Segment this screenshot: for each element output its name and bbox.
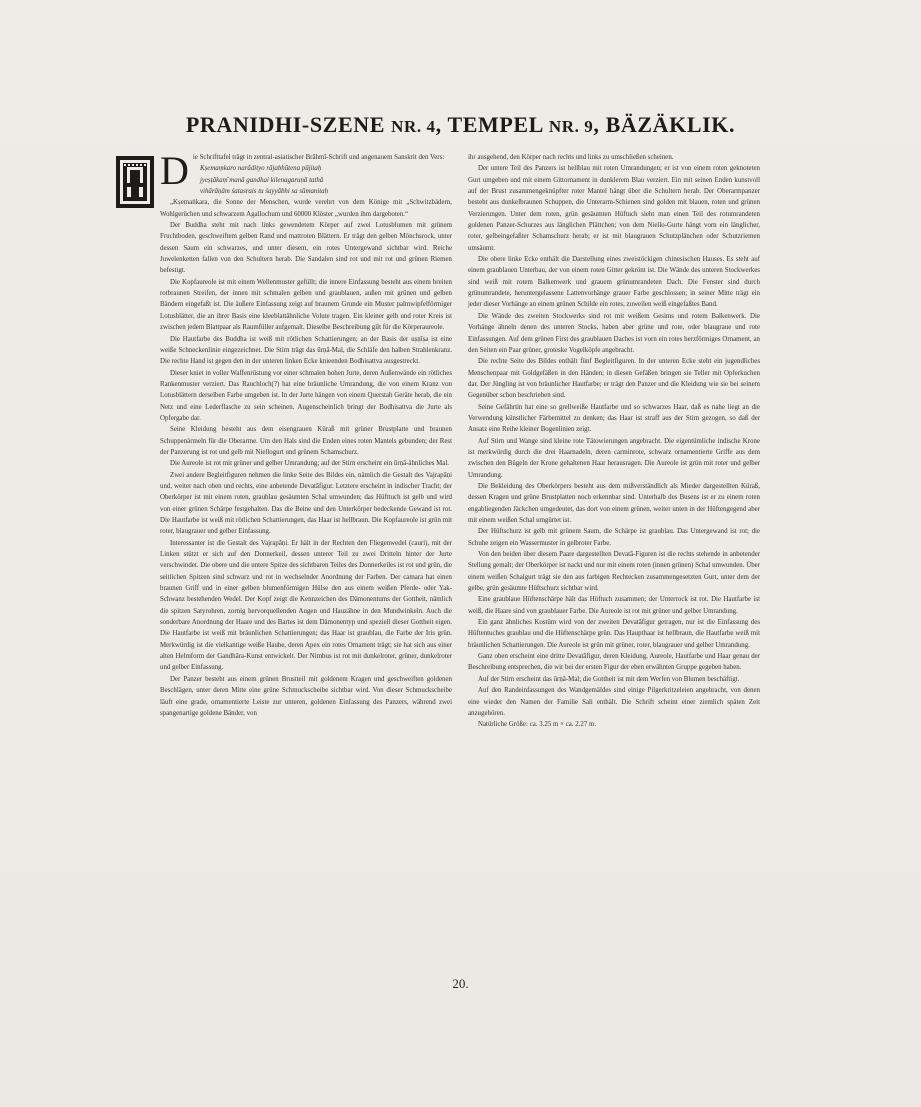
paragraph: Ein ganz ähnliches Kostüm wird von der zweiten Devatāfigur getragen, nur ist die Einfassung des Hüftentuches graublau und die Hüftenschärpe grün. Das Haupthaar ist hellbraun, die Hautfarbe weiß mit bräunlichen Schattierungen. Die Aureole ist grün mit grüner, roter, blaugrauer und gelber Umrandung. bbox=[468, 619, 760, 649]
paragraph: Von den beiden über diesem Paare dargestellten Devatā-Figuren ist die rechts stehende in anbetender Stellung gemalt; der Oberkörper ist nackt und nur mit einem roten (innen grünen) Schal umwunden. Über einem weißen Schalgurt trägt sie den aus farbigen Rechtecken zusammengesetzten Gurt, unter dem der gelbe, grün gesäumte Hüftschurz sichtbar wird. bbox=[468, 551, 760, 593]
paragraph: Die Bekleidung des Oberkörpers besteht aus dem mißverständlich als Mieder dargestellten Küraß, dessen Kragen und grüne Brustplatten noch erkennbar sind. Unterhalb des Busens ist er zu einem roten engabliegenden Jäckchen umgedeutet, das dort von einem grünen, weiter unten in der Hüftengegend aber mit einem weißen Schal umgürtet ist. bbox=[468, 482, 760, 524]
paragraph: Seine Gefährtin hat eine so grellweiße Hautfarbe und so schwarzes Haar, daß es nahe liegt an die Verwendung künstlicher Färbemittel zu denken; das Haar ist straff aus der Stirn gezogen, so daß der Ansatz eine Reihe kleiner Bogenlinien zeigt. bbox=[468, 403, 760, 434]
title-nr1: NR. 4 bbox=[391, 117, 436, 136]
paragraph: ihr ausgehend, den Körper nach rechts und links zu umschließen scheinen. bbox=[468, 154, 674, 161]
drop-cap: D bbox=[160, 148, 189, 193]
title-part1: PRANIDHI-SZENE bbox=[185, 112, 392, 137]
verse-line: Kṣemaṃkaro narādityo rājabhūtena pūjitaḥ bbox=[200, 165, 322, 173]
paragraph: Der Panzer besteht aus einem grünen Brustteil mit goldenem Kragen und geschweiften goldenen Beschlägen, unter deren Mitte eine grüne Schmuckscheibe sichtbar wird. Von dieser Schmuckscheibe läuft eine grade, ornamentierte Leiste zur unteren, goldenen Einfassung des Panzers, während zwei spangenartige goldene Bänder, von bbox=[160, 675, 452, 717]
paragraph: Auf Stirn und Wange sind kleine rote Tätowierungen angebracht. Die eigentümliche indische Krone ist merkwürdig durch die drei Haarnadeln, deren carminrote, schwarz ornamentierte Griffe aus dem zwischen den Bügeln der Krone gehaltenen Haar herausragen. Die Aureole ist grün mit roter und gelber Umrandung. bbox=[468, 437, 760, 479]
paragraph: Interessanter ist die Gestalt des Vajrapāṇi. Er hält in der Rechten den Fliegenwedel (cauri), mit der Linken stützt er sich auf den Donnerkeil, dessen unterer Teil zu zwei Dritteln hinter der Jurte verschwindet. Die obere und die untere Spitze des sichtbaren Teiles des Donnerkeiles ist rot und grün, die seitlichen Spitzen sind schwarz und rot in wechselnder Anordnung der Farben. Der camara hat einen braunen Griff und in einer gelben blumenförmigen Hülse den aus einem weißen Pferde- oder Yak-Schwanz bestehenden Wedel. Der Kopf zeigt die Kennzeichen des Dämonentums der Gottheit, nämlich die spitzen Satyrohren, zornig hervorquellenden Augen und Hauzähne in den Mundwinkeln. Auch die sonderbare Anordnung der Haare und des Bartes ist dem Dämonentyp und speziell dieser Gottheit eigen. Die Hautfarbe ist weiß mit bräunlichen Schattierungen; das Haar ist graublau, die Farbe der Iris grün. Merkwürdig ist die vielkantige weiße Haube, deren Apex ein rotes Ornament trägt; sie hat sich aus einer alten Helmform der Gandhāra-Kunst entwickelt. Der Nimbus ist rot mit dunkelroter, grüner, dunkelroter und gelber Einfassung. bbox=[160, 539, 452, 672]
left-column bbox=[160, 148, 452, 719]
dimensions-note: Natürliche Größe: ca. 3.25 m × ca. 2.27 m. bbox=[478, 721, 597, 729]
verse-line: vihārāṇām śatasrais tu śayyābhi sa sūmanitaḥ bbox=[200, 188, 329, 196]
paragraph: Ganz oben erscheint eine dritte Devatāfigur, deren Kleidung, Aureole, Hautfarbe und Haar genau der Beschreibung entsprechen, die wir bei der ersten Figur der eben erwähnten Gruppe gegeben haben. bbox=[468, 653, 760, 672]
paragraph: Der Buddha steht mit nach links gewendetem Körper auf zwei Lotusblumen mit grünem Fruchtboden, geschweiftem gelben Rand und mattroten Blättern. Er trägt den gelben Mönchsrock, unter dessen Saum ein schwarzes, und unter diesem, ein rotes Untergewand sichtbar wird. Reiche Juwelenketten fallen von den Schultern herab. Die Sandalen sind rot und mit rot und grünen Riemen befestigt. bbox=[160, 222, 452, 275]
paragraph: Die Kopfaureole ist mit einem Wellenmuster gefüllt; die innere Einfassung besteht aus einem breiten rotbraunen Streifen, der innen mit schmalen gelben und graublauen, außen mit grünen und gelben Bändern eingefaßt ist. Die äußere Einfassung zeigt auf braunem Grunde ein Muster palmwipfelförmiger Lotusblätter, die an ihrer Basis eine kleeblattähnliche Volute tragen. Ein kleiner gelb und roter Kreis ist zwischen jedem Blattpaar als Raumfüller aufgemalt. Dieselbe Beschreibung gilt für die Körperaureole. bbox=[160, 278, 452, 332]
paragraph: Auf der Stirn erscheint das ūrṇā-Mal; die Gottheit ist mit dem Werfen von Blumen beschäftigt. bbox=[478, 675, 740, 683]
page-number: 20. bbox=[452, 976, 469, 991]
verse-line: jyeṣṭākaṃ̄ manā gandhai kilenagaruṇā tathā bbox=[200, 176, 324, 184]
title-part3: , BÄZÄKLIK. bbox=[593, 112, 736, 137]
page-title bbox=[0, 112, 921, 138]
title-nr2: NR. 9 bbox=[548, 117, 594, 136]
paragraph: Auf den Randeinfassungen des Wandgemäldes sind einige Pilgerkritzeleien angebracht, von denen eine wieder den Namen der Familie Sali enthält. Die Schrift scheint einer ziemlich späten Zeit anzugehören. bbox=[468, 687, 760, 717]
paragraph: Die Wände des zweiten Stockwerks sind rot mit weißem Gesims und rotem Balkenwerk. Die Vorhänge ähneln denen des unteren Stocks, haben aber grüne und rote, oder blaugraue und rote Einfassungen. Auf dem grünen First des graublauen Daches ist vorn ein rotes herzförmiges Ornament, an den Seiten ein Paar grüner, groteske Vogelköpfe angebracht. bbox=[468, 312, 760, 354]
paragraph: Der Hüftschurz ist gelb mit grünem Saum, die Schärpe ist graublau. Das Untergewand ist rot; die Schuhe zeigen ein Wassermuster in gelbroter Farbe. bbox=[468, 528, 760, 547]
intro-paragraph: ie Schrifttafel trägt in zentral-asiatischer Brāhmī-Schrift und angenauem Sanskrit den Vers: bbox=[192, 154, 445, 161]
sanskrit-verse bbox=[160, 163, 452, 197]
paragraph: Die Aureole ist rot mit grüner und gelber Umrandung; auf der Stirn erscheint ein ūrṇā-ähnliches Mal. bbox=[170, 460, 449, 468]
paragraph: Eine graublaue Hüftenschärpe hält das Hüftuch zusammen; der Unterrock ist rot. Die Hautfarbe ist weiß, die Haare sind von graublauer Farbe. Die Aureole ist rot mit grüner und gelber Umrandung. bbox=[468, 596, 760, 615]
ornamental-initial-frame-icon bbox=[116, 156, 154, 208]
paragraph: Die obere linke Ecke enthält die Darstellung eines zweistöckigen chinesischen Hauses. Es steht auf einem graublauen Unterbau, der von einem roten Gitter gekrönt ist. Die Wände des unteren Stockwerkes sind weiß mit rotem Balkenwerk und grauem grünumrandeten Dach. Die Fenster sind durch grünumrandete, heruntergelassene Lattenvorhänge grauer Farbe geschlossen; in seiner Mitte trägt ein jeder dieser Vorhänge an einem grünen Schilde ein rotes, zuweilen weiß eingefaßtes Band. bbox=[468, 256, 760, 309]
paragraph: Dieser kniet in voller Waffenrüstung vor einer schmalen hohen Jurte, deren Außenwände ein rötliches Rankenmuster verziert. Das Rauchloch(?) hat eine bräunliche Umrandung, die von einem Kranz von Lotusblättern derselben Farbe umgeben ist. In der Jurte hängen von einem Querstab Geräte herab, die ein Netz und eine Lederflasche zu sein scheinen. Augenscheinlich bringt der Bodhisattva die Jurte als Opfergabe dar. bbox=[160, 369, 452, 422]
paragraph: Die Hautfarbe des Buddha ist weiß mit rötlichen Schattierungen; an der Basis der uṣṇīṣa ist eine weiße Schneckenlinie eingezeichnet. Die Stirn trägt das ūrṇā-Mal, die Schläfe den halben Strahlenkranz. Die rechte Hand ist gegen den in der unteren linken Ecke knieenden Bodhisattva ausgestreckt. bbox=[160, 335, 452, 366]
paragraph: „Kṣemaṅkara, die Sonne der Menschen, wurde verehrt von dem Könige mit „Schwitzbädern, Wohlgerüchen und schwarzem Agallochum und 60000 Klöster „wurden ihm dargeboten.“ bbox=[160, 199, 452, 218]
intro-block bbox=[160, 148, 452, 197]
right-column bbox=[468, 152, 760, 731]
title-part2: , TEMPEL bbox=[435, 112, 549, 137]
paragraph: Die rechte Seite des Bildes enthält fünf Begleitfiguren. In der unteren Ecke steht ein jugendliches Menschenpaar mit Goldgefäßen in den Händen; in diesen Gefäßen bringen sie Teller mit Opferkuchen dar. Der Jüngling ist von bräunlicher Hautfarbe; er trägt den Panzer und die Kleidung wie sie bei seinem Gegenüber schon beschrieben sind. bbox=[468, 358, 760, 400]
paragraph: Seine Kleidung besteht aus dem eisengrauen Küraß mit grüner Brustplatte und braunen Schuppenärmeln für die Oberarme. Um den Hals sind die Enden eines roten Mantels gebunden; der Rest der Panzerung ist rot und gelb mit Niellogurt und grünem Schamschurz. bbox=[160, 426, 452, 456]
paragraph: Zwei andere Begleitfiguren nehmen die linke Seite des Bildes ein, nämlich die Gestalt des Vajrapāṇi und, weiter nach oben und rechts, eine anbetende Devatāfigur. Letztere erscheint in indischer Tracht; der Oberkörper ist mit einem roten, graublau gesäumten Schal umwunden; das Hüfttuch ist gelb und wird von einer grünen Schärpe festgehalten. Das die Beine und den Unterkörper bedeckende Gewand ist rot. Die Hautfarbe ist weiß mit rötlichen Schattierungen, das Haar ist hellbraun. Die Kopfaureole ist grün mit roter, blaugrauer und gelber Einfassung. bbox=[160, 471, 452, 536]
paragraph: Der untere Teil des Panzers ist hellblau mit roten Umrandungen; er ist von einem roten geknoteten Gurt umgeben und mit einem Gittornament in dunklerem Blau verziert. Ein mit seinen Enden kunstvoll auf der Brust zusammengeknüpfter roter Mantel hängt über die Schultern herab. Der Oberarmpanzer besteht aus dunkelbraunen Schuppen, die Unterarm-Schienen sind golden mit blauen, roten und grünen Verzierungen. Unter dem roten, grün gesäumten Hüftuch sieht man einen Teil des rotumrandeten goldenen Panzer-Schurzes aus länglichen Plättchen; von dem Niello-Gurte hängt vorn ein länglicher, roter, gelbeingefaßter Schamschurz herab; er ist mit blaugrauen Schutzplänchen oder Schutzriemen umsäumt. bbox=[468, 165, 760, 252]
